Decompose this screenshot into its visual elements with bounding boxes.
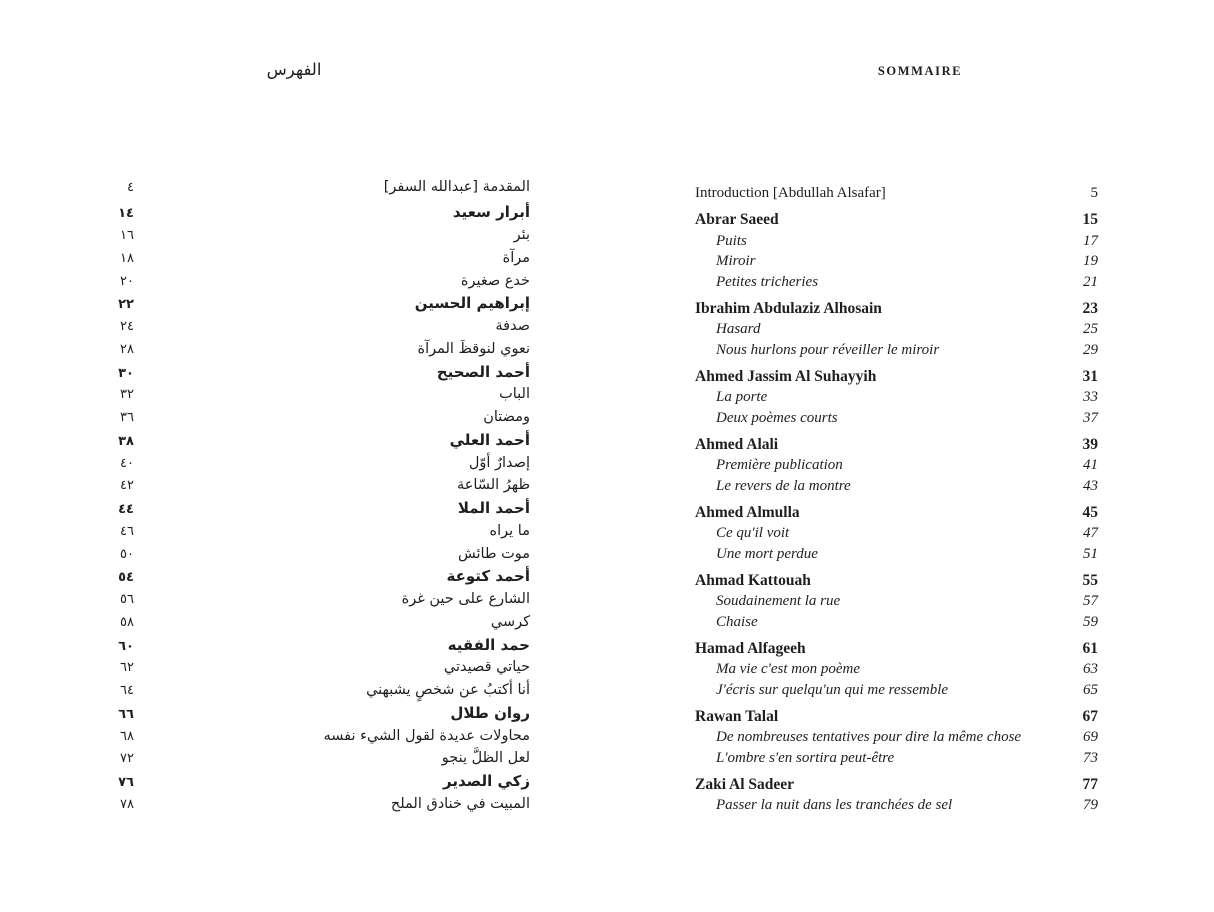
toc-entry xyxy=(695,612,1098,633)
toc-entry xyxy=(695,319,1098,340)
toc-entry xyxy=(118,474,530,497)
toc-entry xyxy=(695,795,1098,816)
toc-entry-page-number: 69 xyxy=(1083,729,1098,745)
toc-entry-title: أحمد كتوعة xyxy=(446,567,530,586)
toc-entry-title: خدع صغيرة xyxy=(460,272,530,289)
toc-entry-page-number: ٧٢ xyxy=(120,751,134,767)
toc-entry-page-number: 39 xyxy=(1082,435,1098,453)
toc-entry-title: الباب xyxy=(499,386,530,403)
toc-entry xyxy=(695,638,1098,660)
toc-entry-page-number: ١٤ xyxy=(118,206,134,222)
toc-entry-title: أحمد الملا xyxy=(457,499,530,517)
toc-entry xyxy=(695,591,1098,612)
toc-entry-page-number: ٦٢ xyxy=(120,660,134,676)
toc-entry xyxy=(695,680,1098,701)
toc-entry-title: Ahmed Alali xyxy=(695,435,779,453)
toc-entry-page-number: 47 xyxy=(1083,525,1098,541)
toc-entry xyxy=(118,176,530,199)
toc-entry-page-number: ٥٤ xyxy=(118,570,134,586)
toc-entry xyxy=(118,588,530,611)
toc-entry-page-number: ٧٨ xyxy=(120,796,134,812)
toc-entry-title: Rawan Talal xyxy=(695,707,779,725)
toc-entry-page-number: ٦٠ xyxy=(118,638,134,654)
toc-entry-page-number: 15 xyxy=(1082,211,1098,228)
toc-entry xyxy=(695,251,1098,272)
toc-entry-title: Passer la nuit dans les tranchées de sel xyxy=(716,797,953,813)
toc-entry-title: Miroir xyxy=(716,253,756,269)
toc-entry-page-number: 43 xyxy=(1083,477,1098,494)
toc-entry-page-number: 59 xyxy=(1083,613,1098,630)
toc-entry-title: أنا أكتبُ عن شخصٍ يشبهني xyxy=(366,682,530,698)
toc-entry-page-number: ٢٢ xyxy=(118,297,134,313)
toc-entry-title: Le revers de la montre xyxy=(716,477,851,494)
toc-entry-page-number: 63 xyxy=(1083,661,1098,677)
toc-entry-title: Nous hurlons pour réveiller le miroir xyxy=(716,341,940,358)
toc-entry-page-number: ٢٨ xyxy=(120,341,134,357)
toc-entry-page-number: ٤٠ xyxy=(120,455,134,471)
toc-entry-page-number: 29 xyxy=(1083,341,1098,358)
toc-entry xyxy=(118,702,530,725)
toc-entry xyxy=(118,224,530,247)
toc-entry-title: حياتي قصيدتي xyxy=(443,659,530,676)
toc-entry xyxy=(118,725,530,748)
toc-entry-title: Hasard xyxy=(716,321,761,337)
toc-entry xyxy=(695,231,1098,252)
toc-entry-title: المقدمة [عبدالله السفر] xyxy=(383,179,530,195)
toc-entry-page-number: 17 xyxy=(1083,232,1098,249)
toc-entry-page-number: ١٦ xyxy=(120,228,134,243)
toc-entry xyxy=(118,292,530,315)
toc-entry-title: Puits xyxy=(716,232,747,249)
toc-entry-page-number: 5 xyxy=(1090,185,1098,201)
toc-entry-title: محاولات عديدة لقول الشيء نفسه xyxy=(323,727,530,744)
toc-entry-title: Deux poèmes courts xyxy=(716,409,838,426)
toc-entry-page-number: ٥٦ xyxy=(120,592,134,607)
toc-entry-title: Ce qu'il voit xyxy=(716,525,790,541)
toc-entry-page-number: 25 xyxy=(1083,321,1098,337)
toc-entry-title: الشارع على حين غرة xyxy=(401,591,530,607)
toc-entry-page-number: 57 xyxy=(1083,593,1098,609)
toc-entry-page-number: ٤ xyxy=(127,180,134,195)
toc-entry-title: Ibrahim Abdulaziz Alhosain xyxy=(695,299,882,317)
toc-entry-page-number: ٣٨ xyxy=(118,433,134,449)
toc-entry xyxy=(118,497,530,520)
toc-entry-title: أحمد العلي xyxy=(449,430,530,449)
toc-entry-page-number: ٢٤ xyxy=(120,319,134,334)
toc-entry xyxy=(695,366,1098,388)
toc-entry xyxy=(118,543,530,566)
toc-entry xyxy=(695,502,1098,524)
toc-entry-page-number: ٥٨ xyxy=(120,614,134,630)
toc-entry-page-number: 21 xyxy=(1083,273,1098,290)
toc-entry-title: ما يراه xyxy=(489,522,530,539)
toc-entry-page-number: 65 xyxy=(1083,681,1098,698)
toc-entry-title: L'ombre s'en sortira peut-être xyxy=(716,749,895,766)
toc-entry-title: أحمد الصحيح xyxy=(436,362,530,381)
toc-entry xyxy=(118,611,530,634)
toc-entry-page-number: ٣٠ xyxy=(118,365,134,381)
toc-entry xyxy=(695,408,1098,429)
toc-entry-page-number: 33 xyxy=(1083,389,1098,405)
toc-entry-page-number: ٣٦ xyxy=(120,410,134,425)
toc-entry xyxy=(695,455,1098,476)
toc-entry-page-number: 77 xyxy=(1082,775,1098,793)
toc-entry xyxy=(118,770,530,793)
toc-entry xyxy=(118,383,530,406)
toc-entry-title: إبراهيم الحسين xyxy=(414,294,530,313)
toc-entry xyxy=(695,298,1098,320)
toc-entry-page-number: 45 xyxy=(1082,503,1098,521)
toc-entry-page-number: 41 xyxy=(1083,457,1098,473)
arabic-toc-list xyxy=(118,176,530,816)
toc-entry xyxy=(695,748,1098,769)
toc-entry-title: De nombreuses tentatives pour dire la même chose xyxy=(716,729,1022,745)
toc-entry xyxy=(118,247,530,270)
toc-entry xyxy=(118,747,530,770)
toc-entry xyxy=(695,659,1098,680)
toc-entry-title: Ahmed Jassim Al Suhayyih xyxy=(695,367,877,385)
toc-entry-title: المبيت في خنادق الملح xyxy=(390,795,530,812)
toc-entry xyxy=(695,209,1098,231)
toc-entry-title: Abrar Saeed xyxy=(695,211,779,228)
toc-entry-title: أبرار سعيد xyxy=(452,203,530,222)
toc-entry xyxy=(118,315,530,338)
toc-entry-title: Ma vie c'est mon poème xyxy=(716,661,860,677)
toc-entry xyxy=(118,634,530,657)
toc-entry xyxy=(118,338,530,361)
toc-entry xyxy=(695,544,1098,565)
toc-entry xyxy=(118,520,530,543)
toc-entry-page-number: ٥٠ xyxy=(120,546,134,562)
toc-entry-page-number: ٢٠ xyxy=(120,273,134,289)
toc-entry xyxy=(695,706,1098,728)
toc-entry xyxy=(118,429,530,452)
toc-entry xyxy=(695,434,1098,456)
toc-entry-page-number: 37 xyxy=(1083,409,1098,426)
toc-entry-page-number: 23 xyxy=(1082,299,1098,317)
toc-entry-page-number: ٦٦ xyxy=(118,706,134,722)
toc-entry xyxy=(695,523,1098,544)
toc-entry-page-number: 19 xyxy=(1083,253,1098,269)
toc-entry-title: موت طائش xyxy=(458,545,530,562)
toc-entry xyxy=(118,452,530,475)
toc-entry xyxy=(695,387,1098,408)
toc-entry-title: نعوي لنوقظَ المرآة xyxy=(417,340,530,357)
toc-entry-title: ظهرُ السّاعة xyxy=(456,477,530,494)
toc-entry-title: Ahmad Kattouah xyxy=(695,571,811,589)
toc-entry-title: بئر xyxy=(513,227,530,243)
toc-entry xyxy=(695,340,1098,361)
toc-entry-page-number: ٣٢ xyxy=(120,387,134,403)
toc-entry-title: La porte xyxy=(716,389,768,405)
toc-entry xyxy=(118,793,530,816)
toc-entry xyxy=(695,774,1098,796)
toc-entry-title: كرسي xyxy=(490,613,530,630)
toc-entry xyxy=(118,361,530,384)
french-toc-list xyxy=(695,183,1098,816)
toc-entry-page-number: 31 xyxy=(1082,367,1098,385)
toc-entry-title: Petites tricheries xyxy=(716,273,819,290)
toc-entry-page-number: ٤٤ xyxy=(118,502,134,517)
toc-entry-page-number: ٦٤ xyxy=(120,683,134,698)
toc-entry xyxy=(695,727,1098,748)
toc-entry-title: إصدارٌ أوّل xyxy=(468,454,530,471)
toc-entry-title: Première publication xyxy=(716,457,843,473)
toc-entry-page-number: 55 xyxy=(1082,571,1098,589)
toc-entry-page-number: 51 xyxy=(1083,545,1098,562)
toc-entry-title: صدفة xyxy=(495,318,530,334)
toc-entry-title: روان طلال xyxy=(450,703,530,722)
toc-entry-title: Hamad Alfageeh xyxy=(695,639,806,657)
toc-entry-page-number: 61 xyxy=(1082,639,1098,657)
toc-entry xyxy=(118,565,530,588)
toc-entry-title: لعل الظلَّ ينجو xyxy=(441,750,530,767)
toc-entry-page-number: ٤٦ xyxy=(120,523,134,539)
toc-entry xyxy=(695,183,1098,204)
toc-entry-title: حمد الفقيه xyxy=(447,635,530,654)
toc-entry-title: J'écris sur quelqu'un qui me ressemble xyxy=(716,681,949,698)
toc-entry xyxy=(118,201,530,224)
toc-entry-title: Ahmed Almulla xyxy=(695,503,800,521)
toc-entry-page-number: ٦٨ xyxy=(120,728,134,744)
toc-entry xyxy=(118,656,530,679)
toc-entry-page-number: 67 xyxy=(1082,707,1098,725)
toc-entry-title: Soudainement la rue xyxy=(716,593,841,609)
toc-entry-title: Introduction [Abdullah Alsafar] xyxy=(695,185,886,201)
french-running-head: SOMMAIRE xyxy=(877,64,963,78)
toc-entry-title: Une mort perdue xyxy=(716,545,818,562)
toc-entry-page-number: ٧٦ xyxy=(118,775,134,790)
arabic-running-head: الفهرس xyxy=(266,60,322,79)
toc-entry-page-number: 79 xyxy=(1083,797,1098,813)
toc-entry xyxy=(118,270,530,293)
toc-entry-page-number: 73 xyxy=(1083,749,1098,766)
toc-entry xyxy=(695,476,1098,497)
toc-entry-title: مرآة xyxy=(502,249,530,266)
toc-entry-page-number: ١٨ xyxy=(120,250,134,266)
toc-entry-title: زكي الصدير xyxy=(443,772,530,790)
toc-entry-page-number: ٤٢ xyxy=(120,478,134,494)
toc-entry-title: Zaki Al Sadeer xyxy=(695,775,795,793)
toc-entry xyxy=(118,406,530,429)
toc-entry xyxy=(695,570,1098,592)
toc-entry xyxy=(695,272,1098,293)
toc-entry xyxy=(118,679,530,702)
toc-entry-title: ومضتان xyxy=(483,409,530,425)
toc-entry-title: Chaise xyxy=(716,613,758,630)
